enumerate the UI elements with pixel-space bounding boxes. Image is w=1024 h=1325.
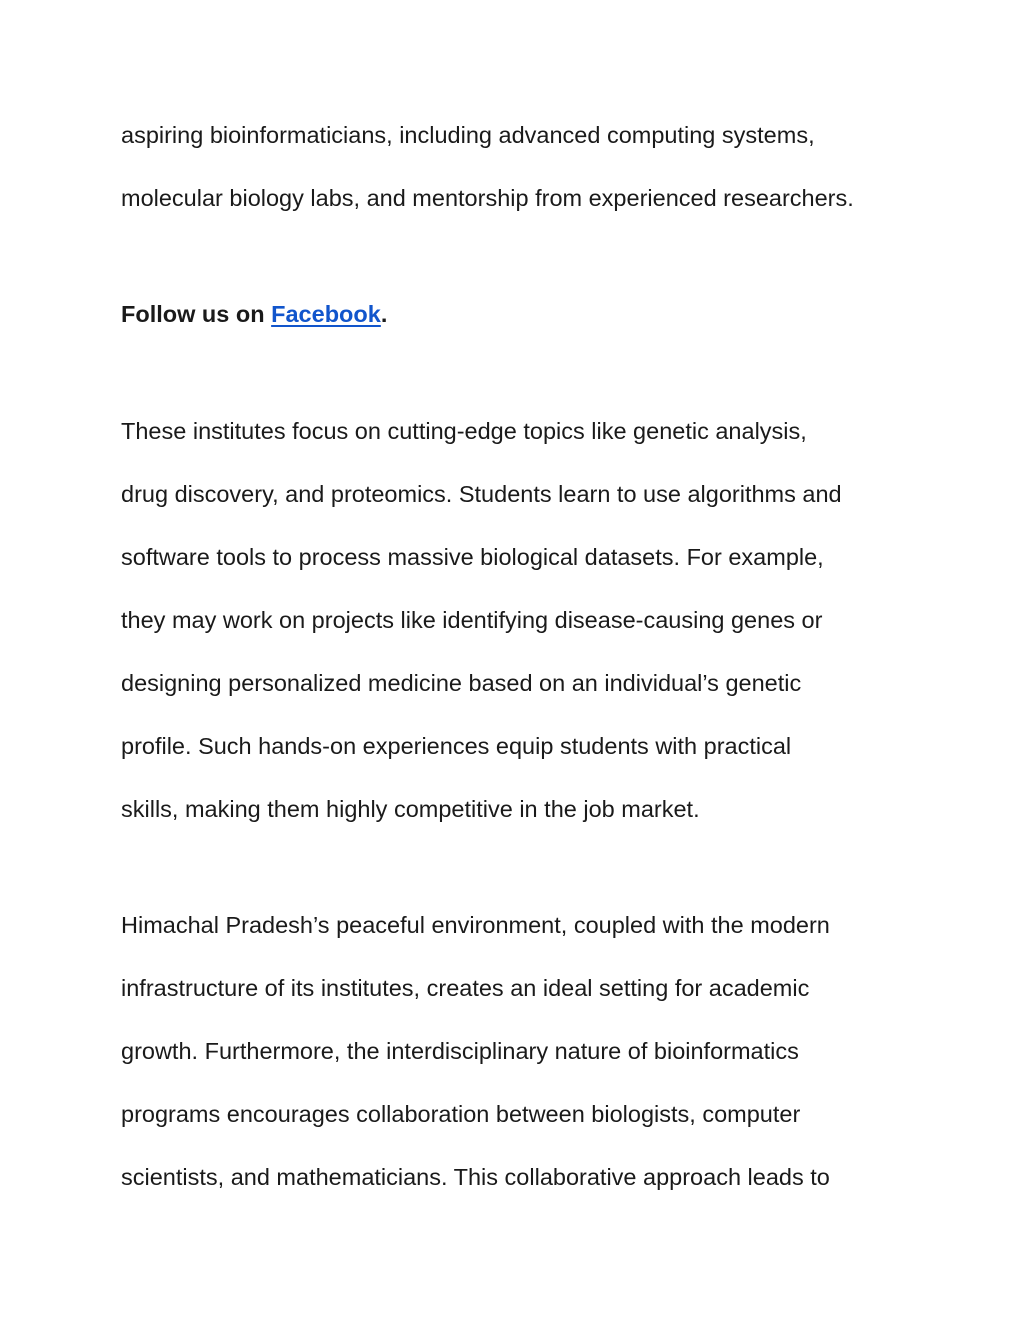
facebook-link[interactable]: Facebook xyxy=(271,301,381,327)
paragraph-3-line-4: programs encourages collaboration between biologists, computer xyxy=(121,1101,801,1127)
paragraph-2-line-1: These institutes focus on cutting-edge topics like genetic analysis, xyxy=(121,418,807,444)
paragraph-3-line-3: growth. Furthermore, the interdisciplinary nature of bioinformatics xyxy=(121,1038,799,1064)
paragraph-3-line-5: scientists, and mathematicians. This collaborative approach leads to xyxy=(121,1164,830,1190)
follow-us-line xyxy=(121,299,387,329)
paragraph-1-line-1: aspiring bioinformaticians, including advanced computing systems, xyxy=(121,122,815,148)
follow-us-suffix: . xyxy=(380,301,388,327)
paragraph-3-line-2: infrastructure of its institutes, creates an ideal setting for academic xyxy=(121,975,810,1001)
follow-us-prefix: Follow us on xyxy=(121,301,272,327)
paragraph-2-line-7: skills, making them highly competitive in the job market. xyxy=(121,796,700,822)
paragraph-2-line-2: drug discovery, and proteomics. Students learn to use algorithms and xyxy=(121,481,842,507)
paragraph-2-line-6: profile. Such hands-on experiences equip students with practical xyxy=(121,733,792,759)
paragraph-3-line-1: Himachal Pradesh’s peaceful environment, coupled with the modern xyxy=(121,912,830,938)
paragraph-2-line-5: designing personalized medicine based on an individual’s genetic xyxy=(121,670,802,696)
paragraph-2-line-3: software tools to process massive biological datasets. For example, xyxy=(121,544,824,570)
paragraph-1-line-2: molecular biology labs, and mentorship from experienced researchers. xyxy=(121,185,854,211)
paragraph-2-line-4: they may work on projects like identifying disease-causing genes or xyxy=(121,607,823,633)
